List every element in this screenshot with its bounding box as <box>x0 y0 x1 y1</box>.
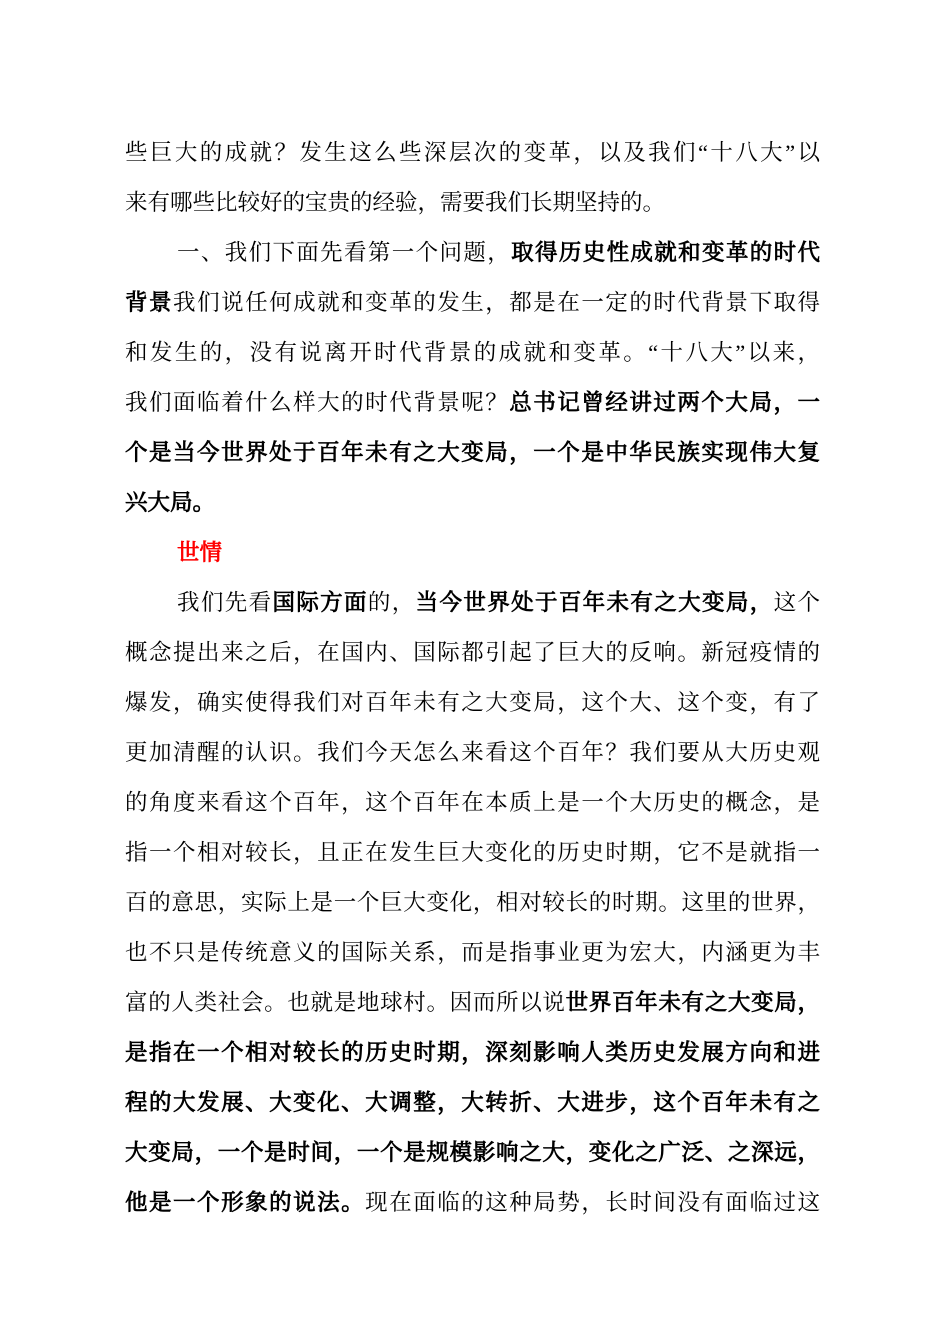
text-line <box>125 928 820 978</box>
text-run: 兴大局。 <box>125 490 216 515</box>
text-line <box>125 628 820 678</box>
text-line <box>125 678 820 728</box>
text-line <box>125 1078 820 1128</box>
text-line <box>125 328 820 378</box>
text-run: 他是一个形象的说法。 <box>125 1190 366 1215</box>
text-run: 富的人类社会。也就是地球村。因而所以说 <box>125 990 566 1015</box>
text-run: 个是当今世界处于百年未有之大变局，一个是中华民族实现伟大复 <box>125 440 820 465</box>
text-run: 来有哪些比较好的宝贵的经验，需要我们长期坚持的。 <box>125 190 666 215</box>
text-run: 我们说任何成就和变革的发生，都是在一定的时代背景下取得 <box>173 290 820 315</box>
text-line <box>125 1028 820 1078</box>
text-line <box>125 978 820 1028</box>
text-line <box>125 728 820 778</box>
text-line <box>125 1178 820 1228</box>
text-run: 爆发，确实使得我们对百年未有之大变局，这个大、这个变，有了 <box>125 690 820 715</box>
text-run: 总书记曾经讲过两个大局，一 <box>509 390 820 415</box>
text-run: 和发生的，没有说离开时代背景的成就和变革。“十八大”以来， <box>125 340 820 365</box>
text-run: 世界百年未有之大变局， <box>565 990 820 1015</box>
text-line <box>125 1128 820 1178</box>
text-run: 也不只是传统意义的国际关系，而是指事业更为宏大，内涵更为丰 <box>125 940 820 965</box>
text-line <box>125 578 820 628</box>
text-run: 背景 <box>125 290 174 315</box>
text-line <box>125 378 820 428</box>
text-run: 是指在一个相对较长的历史时期，深刻影响人类历史发展方向和进 <box>125 1040 820 1065</box>
text-run: 概念提出来之后，在国内、国际都引起了巨大的反响。新冠疫情的 <box>125 640 820 665</box>
text-run: 国际方面 <box>272 590 368 615</box>
text-line <box>125 428 820 478</box>
document-body <box>125 128 820 1228</box>
text-run: 我们面临着什么样大的时代背景呢？ <box>125 390 510 415</box>
text-run: 这个 <box>773 590 820 615</box>
text-line <box>125 178 820 228</box>
text-run: 的角度来看这个百年，这个百年在本质上是一个大历史的概念，是 <box>125 790 820 815</box>
text-run: 大变局，一个是时间，一个是规模影响之大，变化之广泛、之深远， <box>125 1140 820 1165</box>
text-run: 取得历史性成就和变革的时代 <box>511 240 820 265</box>
section-heading <box>125 528 820 578</box>
text-line <box>125 778 820 828</box>
text-run: 的， <box>367 590 416 615</box>
text-line <box>125 278 820 328</box>
text-line <box>125 878 820 928</box>
text-run: 百的意思，实际上是一个巨大变化，相对较长的时期。这里的世界， <box>125 890 820 915</box>
text-run: 程的大发展、大变化、大调整，大转折、大进步，这个百年未有之 <box>125 1090 820 1115</box>
text-line <box>125 228 820 278</box>
text-run: 现在面临的这种局势，长时间没有面临过这 <box>365 1190 820 1215</box>
text-run: 更加清醒的认识。我们今天怎么来看这个百年？我们要从大历史观 <box>125 740 820 765</box>
text-line <box>125 828 820 878</box>
text-line <box>125 128 820 178</box>
text-run: 我们先看 <box>177 590 273 615</box>
text-run: 指一个相对较长，且正在发生巨大变化的历史时期，它不是就指一 <box>125 840 820 865</box>
text-run: 些巨大的成就？发生这么些深层次的变革，以及我们“十八大”以 <box>125 140 820 165</box>
text-line <box>125 478 820 528</box>
text-run: 当今世界处于百年未有之大变局， <box>415 590 774 615</box>
section-heading-text: 世情 <box>177 540 223 565</box>
text-run: 一、我们下面先看第一个问题， <box>177 240 512 265</box>
